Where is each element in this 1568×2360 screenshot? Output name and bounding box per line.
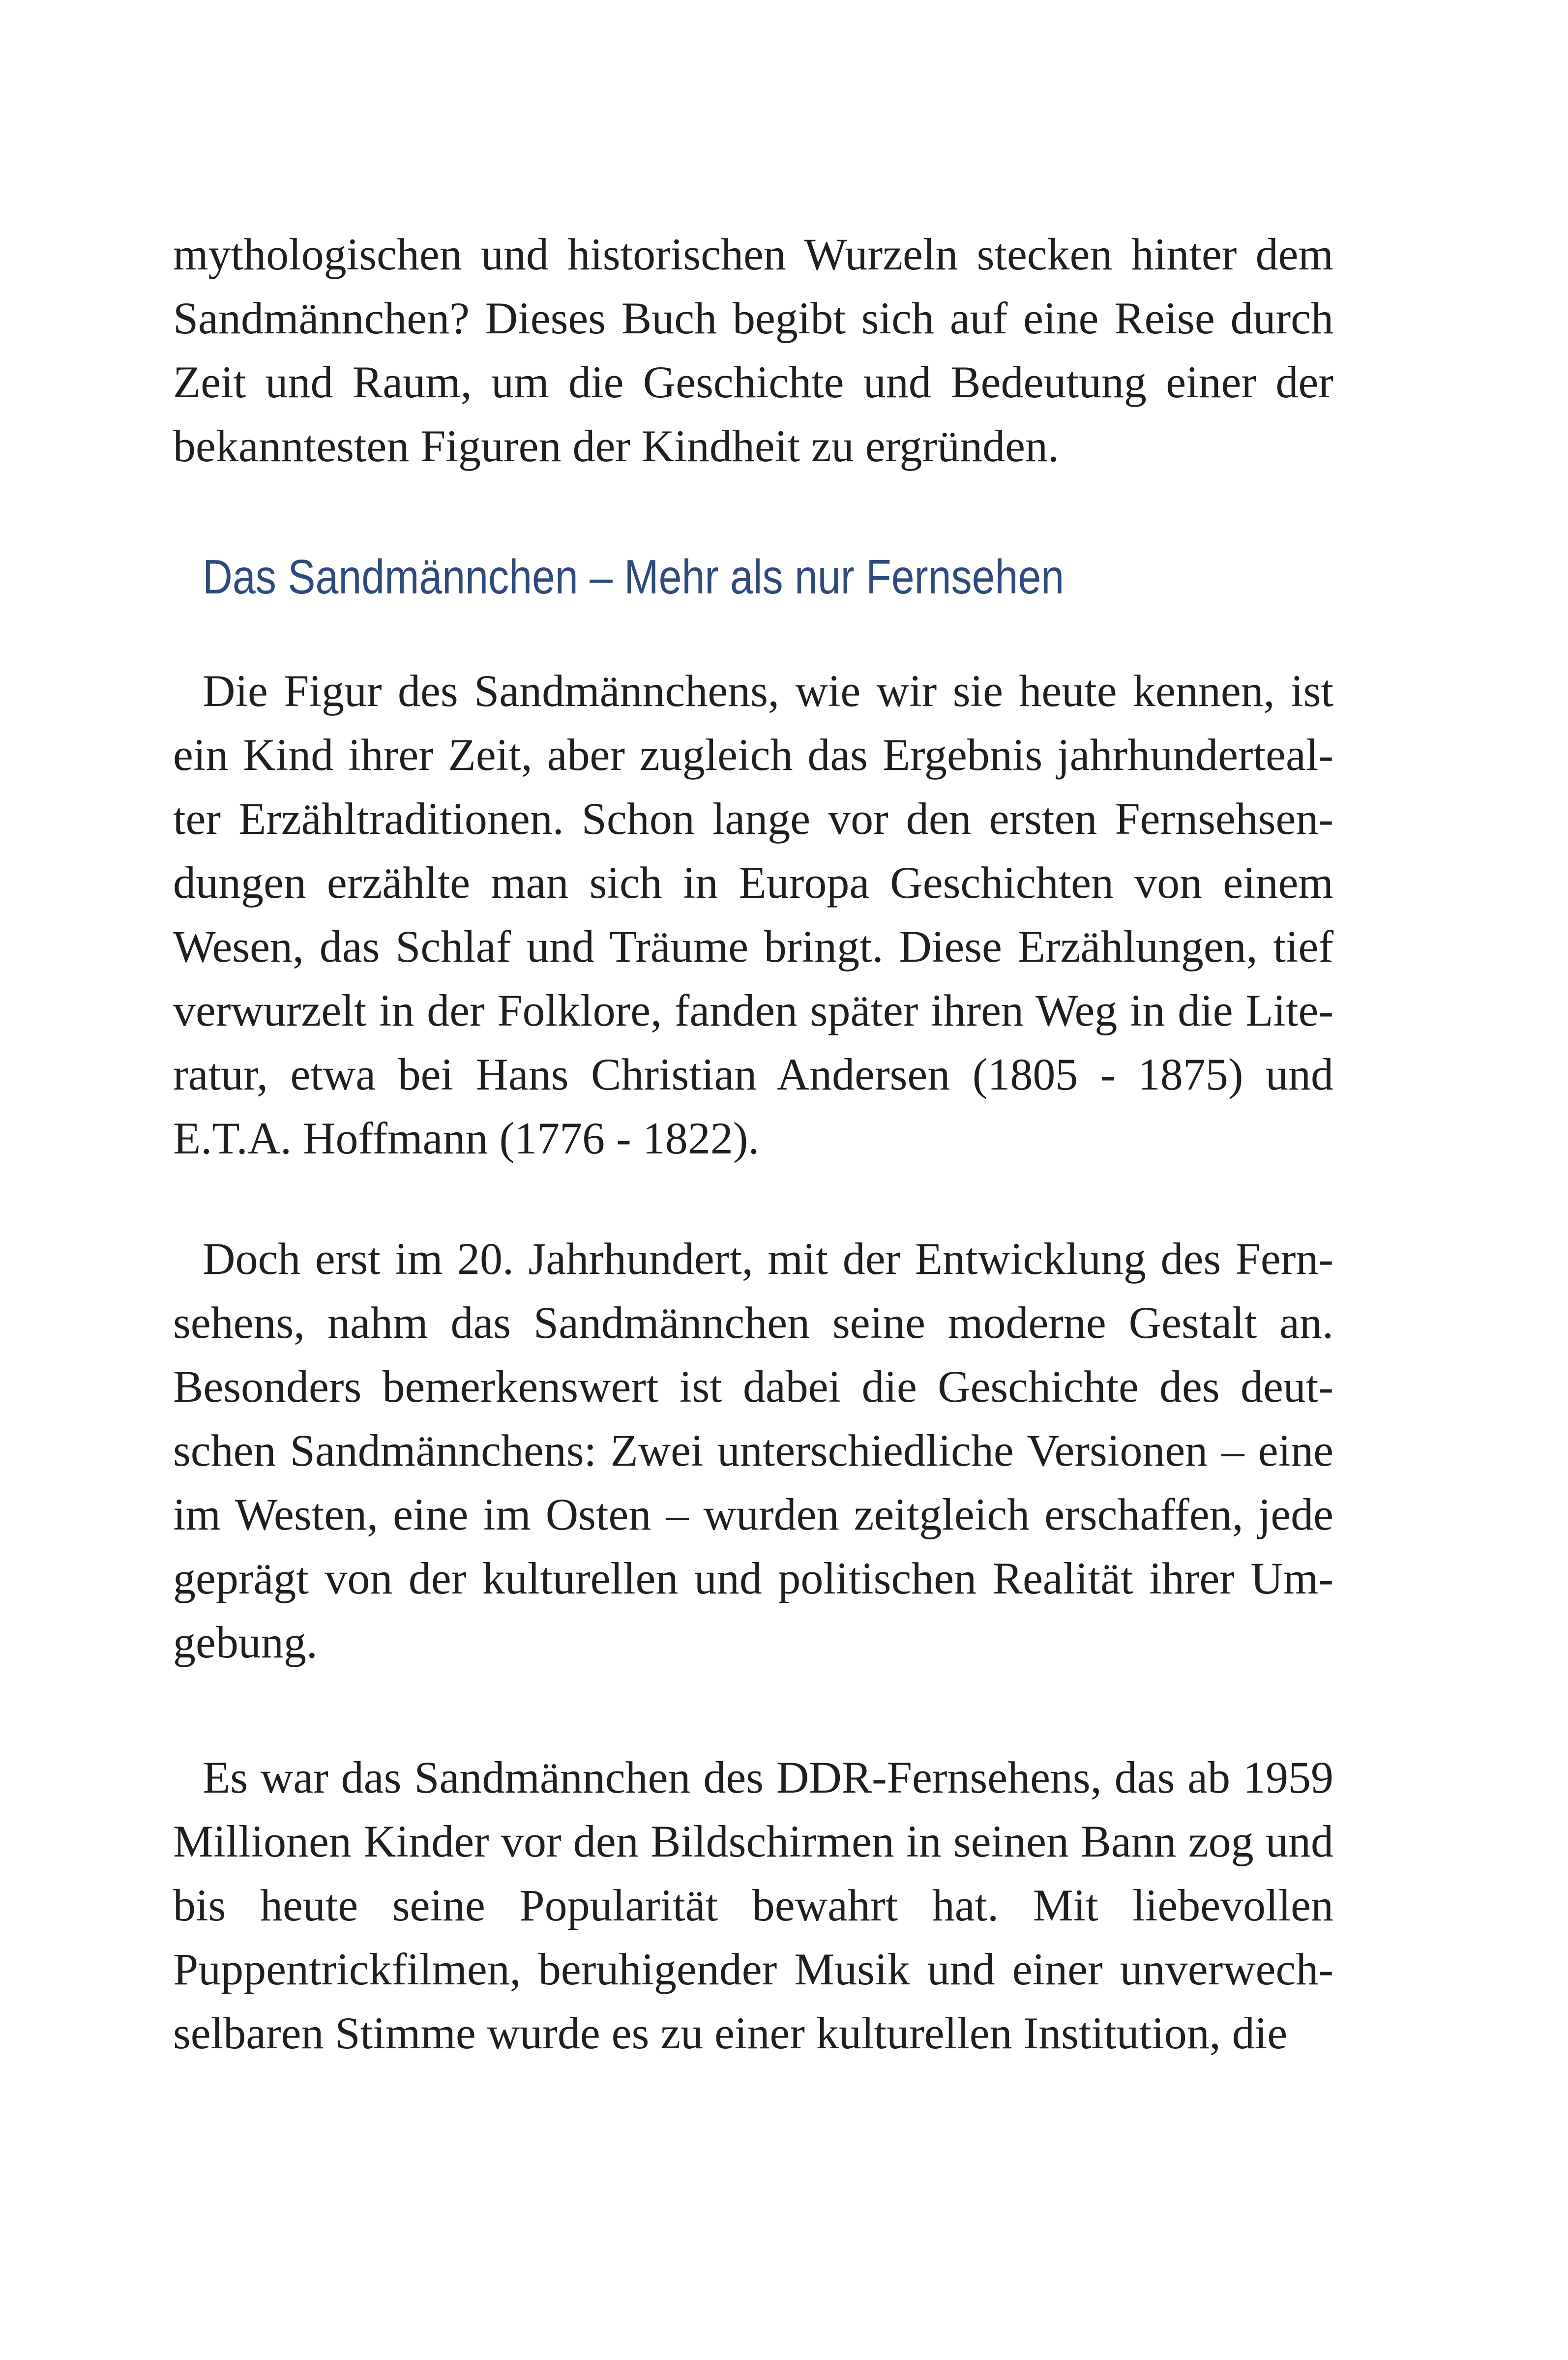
body-paragraph-1: Die Figur des Sandmännchens, wie wir sie heute kennen, ist ein Kind ihrer Zeit, aber zugleich das Ergebnis jahrhundertealter Erzähltraditionen. Schon lange vor den ersten Fernsehsendungen erzählte man sich in Europa Geschichten von einem Wesen, das Schlaf und Träume bringt. Diese Erzählungen, tief verwurzelt in der Folklore, fanden später ihren Weg in die Literatur, etwa bei Hans Christian Andersen (1805 - 1875) und E.T.A. Hoffmann (1776 - 1822). — [173, 666, 1333, 1163]
body-paragraph-3: Es war das Sandmännchen des DDR-Fernsehens, das ab 1959 Millionen Kinder vor den Bildschirmen in seinen Bann zog und bis heute seine Popularität bewahrt hat. Mit liebevollen Puppentrickfilmen, beruhigender Musik und einer unverwechselbaren Stimme wurde es zu einer kulturellen Institution, die — [173, 1752, 1333, 2058]
section-heading: Das Sandmännchen – Mehr als nur Fernsehen — [203, 550, 1065, 604]
body-paragraph-2: Doch erst im 20. Jahrhundert, mit der Entwicklung des Fernsehens, nahm das Sandmännchen seine moderne Gestalt an. Besonders bemerkenswert ist dabei die Geschichte des deutschen Sandmännchens: Zwei unterschiedliche Versionen – eine im Westen, eine im Osten – wurden zeitgleich erschaffen, jede geprägt von der kulturellen und politischen Realität ihrer Umgebung. — [173, 1234, 1333, 1667]
intro-paragraph: mythologischen und historischen Wurzeln stecken hinter dem Sandmännchen? Dieses Buch begibt sich auf eine Reise durch Zeit und Raum, um die Geschichte und Bedeutung einer der bekanntesten Figuren der Kindheit zu ergründen. — [173, 229, 1333, 471]
